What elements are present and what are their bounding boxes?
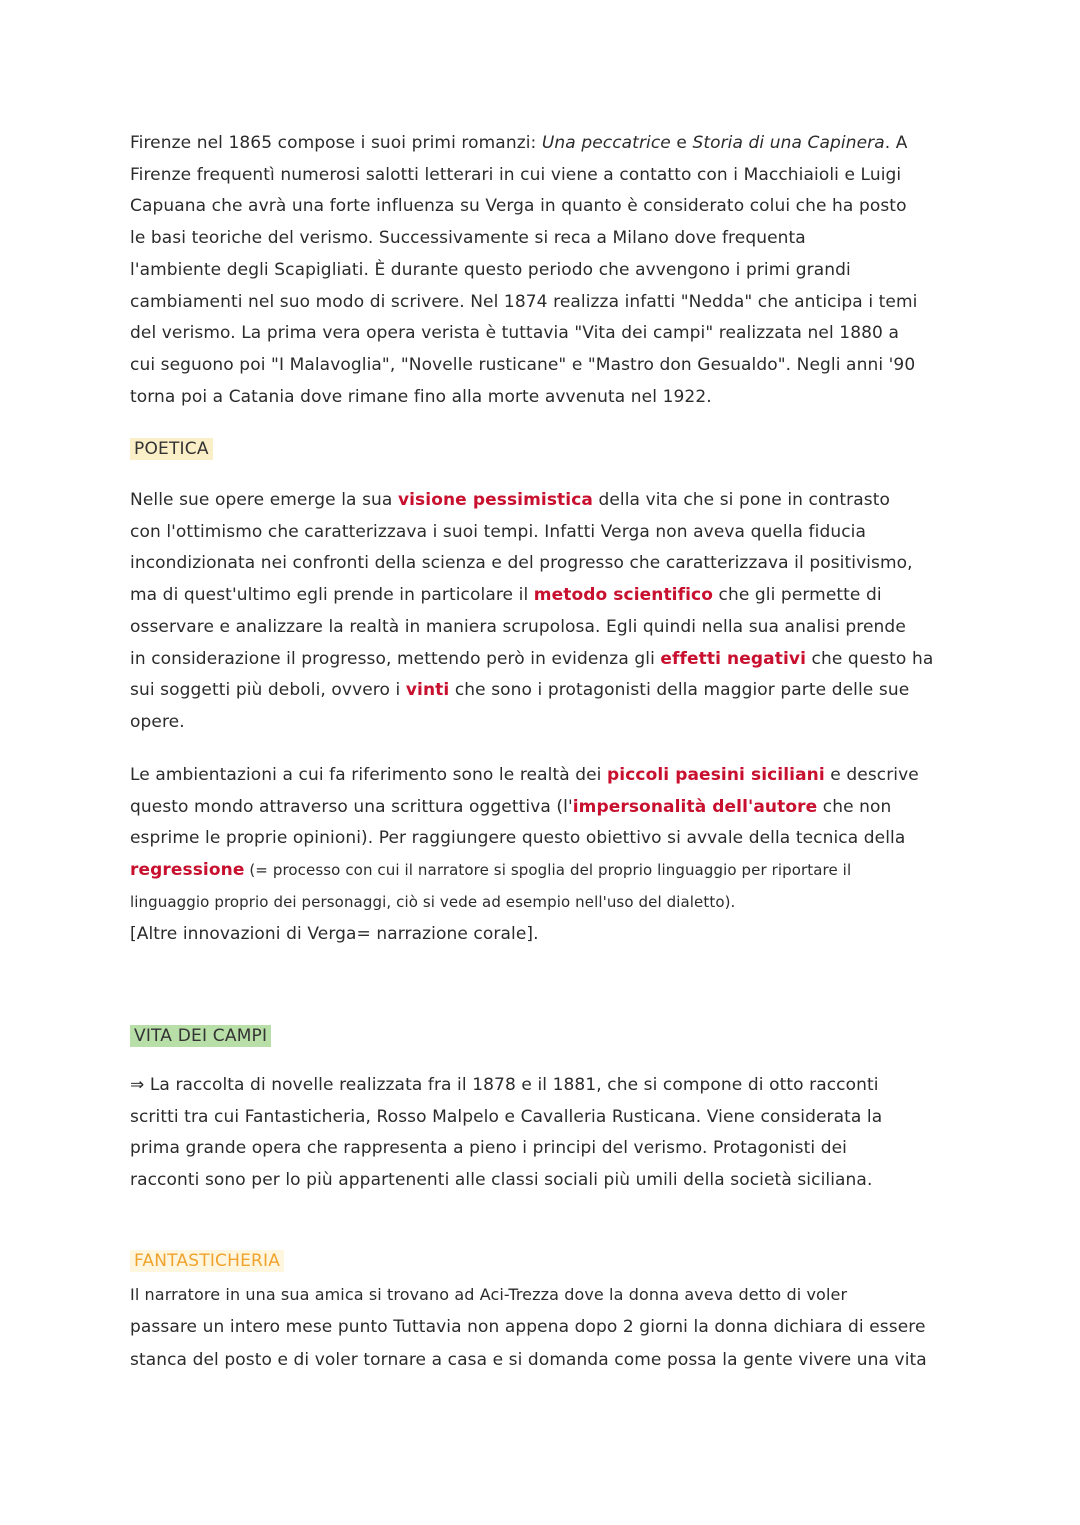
text-line: Le ambientazioni a cui fa riferimento sono le realtà dei piccoli paesini siciliani e descrive	[130, 765, 919, 785]
text-line: scritti tra cui Fantasticheria, Rosso Malpelo e Cavalleria Rusticana. Viene considerata la	[130, 1106, 883, 1127]
highlight-term: metodo scientifico	[533, 585, 713, 606]
highlight-term: visione pessimistica	[397, 490, 593, 510]
text-line: Firenze nel 1865 compose i suoi primi romanzi: Una peccatrice e Storia di una Capinera. A	[130, 133, 908, 153]
text-line: le basi teoriche del verismo. Successivamente si reca a Milano dove frequenta	[130, 228, 806, 249]
book-title: Storia di una Capinera	[692, 133, 885, 153]
text-line: torna poi a Catania dove rimane fino alla morte avvenuta nel 1922.	[130, 386, 712, 407]
highlight-term: piccoli paesini siciliani	[607, 765, 825, 785]
vita-paragraph	[130, 1070, 882, 1197]
highlight-term: regressione	[130, 860, 245, 881]
poetica-paragraph-2	[130, 760, 919, 950]
text-line: opere.	[130, 711, 185, 732]
poetica-paragraph-1	[130, 485, 933, 739]
text-line: cambiamenti nel suo modo di scrivere. Nel 1874 realizza infatti "Nedda" che anticipa i temi	[130, 291, 918, 312]
text-line: in considerazione il progresso, mettendo però in evidenza gli effetti negativi che questo ha	[130, 648, 934, 669]
text-line: prima grande opera che rappresenta a pieno i principi del verismo. Protagonisti dei	[130, 1138, 847, 1159]
section-heading-fantasticheria: FANTASTICHERIA	[130, 1250, 284, 1272]
text-line: ma di quest'ultimo egli prende in particolare il metodo scientifico che gli permette di	[130, 585, 882, 606]
text-line: passare un intero mese punto Tuttavia non appena dopo 2 giorni la donna dichiara di essere	[130, 1317, 926, 1337]
text-line: regressione (= processo con cui il narratore si spoglia del proprio linguaggio per riportare il	[130, 860, 852, 881]
fantasticheria-paragraph	[130, 1278, 927, 1377]
text-line: cui seguono poi "I Malavoglia", "Novelle rusticane" e "Mastro don Gesualdo". Negli anni '90	[130, 354, 916, 375]
section-heading-poetica: POETICA	[130, 438, 213, 460]
highlight-term: impersonalità dell'autore	[572, 796, 818, 817]
text-line: stanca del posto e di voler tornare a casa e si domanda come possa la gente vivere una vita	[130, 1350, 927, 1370]
text-line: racconti sono per lo più appartenenti alle classi sociali più umili della società siciliana.	[130, 1170, 873, 1191]
text-line: questo mondo attraverso una scrittura oggettiva (l'impersonalità dell'autore che non	[130, 796, 892, 817]
fantasticheria-heading-wrap	[130, 1250, 284, 1272]
section-heading-vita-dei-campi: VITA DEI CAMPI	[130, 1025, 271, 1047]
text-line: osservare e analizzare la realtà in maniera scrupolosa. Egli quindi nella sua analisi prende	[130, 616, 906, 637]
text-line: Nelle sue opere emerge la sua visione pessimistica della vita che si pone in contrasto	[130, 490, 890, 510]
text-line: ⇒ La raccolta di novelle realizzata fra il 1878 e il 1881, che si compone di otto racconti	[130, 1075, 879, 1095]
text-line: incondizionata nei confronti della scienza e del progresso che caratterizzava il positivismo,	[130, 553, 913, 574]
highlight-term: vinti	[405, 680, 450, 701]
vita-heading-wrap	[130, 1025, 271, 1047]
text-line: esprime le proprie opinioni). Per raggiungere questo obiettivo si avvale della tecnica della	[130, 828, 906, 849]
text-line: Il narratore in una sua amica si trovano ad Aci-Trezza dove la donna aveva detto di voler	[130, 1285, 848, 1304]
text-line: con l'ottimismo che caratterizzava i suoi tempi. Infatti Verga non aveva quella fiducia	[130, 521, 867, 542]
text-line: Firenze frequentì numerosi salotti letterari in cui viene a contatto con i Macchiaioli e Luigi	[130, 164, 902, 185]
text-line: l'ambiente degli Scapigliati. È durante questo periodo che avvengono i primi grandi	[130, 259, 851, 280]
poetica-heading-wrap	[130, 438, 213, 460]
text-line: [Altre innovazioni di Verga= narrazione corale].	[130, 923, 539, 944]
text-line: sui soggetti più deboli, ovvero i vinti che sono i protagonisti della maggior parte delle sue	[130, 680, 910, 701]
book-title: Una peccatrice	[541, 133, 671, 153]
text-line: linguaggio proprio dei personaggi, ciò si vede ad esempio nell'uso del dialetto).	[130, 892, 736, 911]
text-line: Capuana che avrà una forte influenza su Verga in quanto è considerato colui che ha posto	[130, 196, 907, 217]
intro-paragraph	[130, 128, 917, 413]
text-line: del verismo. La prima vera opera verista è tuttavia "Vita dei campi" realizzata nel 1880 a	[130, 323, 899, 344]
highlight-term: effetti negativi	[660, 648, 806, 669]
